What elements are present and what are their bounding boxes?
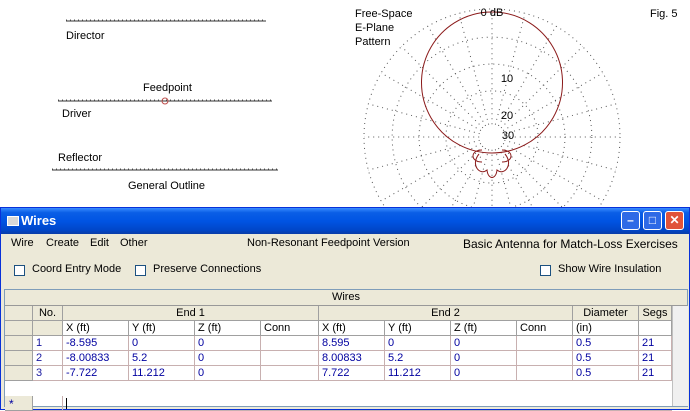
maximize-button[interactable]: □ (643, 211, 662, 230)
subheader-y1: Y (ft) (129, 321, 195, 336)
outline-caption: General Outline (128, 180, 206, 192)
header-end1: End 1 (63, 306, 319, 321)
polar-spoke (368, 104, 479, 134)
polar-spoke (401, 146, 482, 207)
cell-conn1[interactable] (261, 351, 319, 366)
grid-scrollbar[interactable] (672, 306, 688, 406)
close-button[interactable]: ✕ (665, 211, 684, 230)
polar-spoke (504, 104, 615, 134)
pattern-title-line2: E-Plane (355, 22, 395, 34)
window-title: Wires (21, 213, 57, 228)
preserve-connections-checkbox[interactable] (135, 265, 146, 276)
ring-label-10: 10 (500, 73, 514, 85)
cell-x1[interactable]: -8.00833 (63, 351, 129, 366)
row-header[interactable] (5, 336, 33, 351)
new-row-header (5, 396, 33, 411)
new-row-input[interactable] (63, 396, 672, 411)
director-label: Director (66, 30, 105, 42)
row-header[interactable] (5, 366, 33, 381)
cell-y1[interactable]: 5.2 (129, 351, 195, 366)
cell-segs[interactable]: 21 (639, 336, 672, 351)
fig-label: Fig. 5 (650, 8, 678, 20)
menu-create[interactable]: Create (46, 237, 80, 249)
subheader-y2: Y (ft) (385, 321, 451, 336)
coord-entry-checkbox[interactable] (14, 265, 25, 276)
cell-y2[interactable]: 5.2 (385, 351, 451, 366)
subheader-diameter: (in) (573, 321, 639, 336)
table-row[interactable] (5, 366, 687, 381)
polar-spoke (368, 140, 479, 170)
cell-z1[interactable]: 0 (195, 336, 261, 351)
cell-no[interactable]: 3 (33, 366, 63, 381)
cell-no[interactable]: 1 (33, 336, 63, 351)
minimize-button[interactable]: – (621, 211, 640, 230)
polar-ring (392, 37, 592, 207)
header-segs: Segs (639, 306, 672, 321)
polar-spoke (503, 143, 603, 201)
cell-z1[interactable]: 0 (195, 351, 261, 366)
cell-conn2[interactable] (517, 351, 573, 366)
feedpoint-label: Feedpoint (143, 82, 192, 94)
cell-segs[interactable]: 21 (639, 366, 672, 381)
wires-window (0, 207, 690, 410)
ring-label-0db: 0 dB (480, 7, 504, 19)
polar-spoke (428, 26, 486, 126)
polar-spoke (401, 46, 482, 127)
header-end2: End 2 (319, 306, 573, 321)
subheader-z1: Z (ft) (195, 321, 261, 336)
subheader-segs (639, 321, 672, 336)
preserve-connections-label: Preserve Connections (153, 263, 262, 275)
reflector-label: Reflector (58, 152, 103, 164)
wires-grid[interactable] (4, 289, 688, 411)
menu-other[interactable]: Other (120, 237, 148, 249)
subheader-no (33, 321, 63, 336)
cell-conn1[interactable] (261, 366, 319, 381)
cell-conn2[interactable] (517, 366, 573, 381)
subheader-z2: Z (ft) (451, 321, 517, 336)
grid-caption: Wires (5, 290, 687, 306)
cell-diameter[interactable]: 0.5 (573, 336, 639, 351)
cell-conn2[interactable] (517, 336, 573, 351)
new-row-no-cell[interactable] (33, 396, 63, 411)
ring-label-30: 30 (501, 130, 515, 142)
cell-conn1[interactable] (261, 336, 319, 351)
cell-z2[interactable]: 0 (451, 351, 517, 366)
polar-spoke (381, 143, 481, 201)
cell-y1[interactable]: 11.212 (129, 366, 195, 381)
pattern-trace (422, 12, 563, 178)
pattern-title-line1: Free-Space (355, 8, 413, 20)
polar-spoke (459, 13, 489, 124)
cell-x2[interactable]: 7.722 (319, 366, 385, 381)
polar-spoke (501, 146, 582, 207)
polar-spoke (500, 73, 603, 131)
ring-label-20: 20 (500, 110, 514, 122)
new-row-marker: * (9, 397, 14, 411)
polar-spoke (381, 73, 481, 131)
polar-ring (446, 91, 538, 183)
cell-y1[interactable]: 0 (129, 336, 195, 351)
cell-segs[interactable]: 21 (639, 351, 672, 366)
model-description: Basic Antenna for Match-Loss Exercises (463, 237, 678, 251)
cell-z2[interactable]: 0 (451, 366, 517, 381)
row-header[interactable] (5, 351, 33, 366)
menu-wire[interactable]: Wire (11, 237, 34, 249)
corner-header (5, 306, 33, 321)
cell-diameter[interactable]: 0.5 (573, 366, 639, 381)
cell-y2[interactable]: 0 (385, 336, 451, 351)
cell-z1[interactable]: 0 (195, 366, 261, 381)
menu-edit[interactable]: Edit (90, 237, 109, 249)
polar-spoke (501, 46, 582, 127)
title-bar[interactable] (1, 208, 689, 234)
pattern-title-line3: Pattern (355, 36, 391, 48)
coord-entry-label: Coord Entry Mode (32, 263, 122, 275)
version-label: Non-Resonant Feedpoint Version (247, 237, 410, 249)
driver-label: Driver (62, 108, 92, 120)
show-insulation-label: Show Wire Insulation (558, 263, 662, 275)
subheader-x1: X (ft) (63, 321, 129, 336)
cell-diameter[interactable]: 0.5 (573, 351, 639, 366)
subheader-conn2: Conn (517, 321, 573, 336)
cell-no[interactable]: 2 (33, 351, 63, 366)
header-no: No. (33, 306, 63, 321)
cell-z2[interactable]: 0 (451, 336, 517, 351)
cell-x2[interactable]: 8.595 (319, 336, 385, 351)
show-insulation-checkbox[interactable] (540, 265, 551, 276)
table-row[interactable] (5, 336, 687, 351)
cell-x2[interactable]: 8.00833 (319, 351, 385, 366)
polar-plot (330, 0, 650, 207)
subheader-x2: X (ft) (319, 321, 385, 336)
new-row[interactable] (5, 396, 687, 411)
table-row[interactable] (5, 351, 687, 366)
window-icon (7, 216, 19, 226)
cell-y2[interactable]: 11.212 (385, 366, 451, 381)
outline-drawing (0, 0, 300, 200)
corner-subheader (5, 321, 33, 336)
polar-spoke (495, 13, 525, 124)
cell-x1[interactable]: -7.722 (63, 366, 129, 381)
subheader-conn1: Conn (261, 321, 319, 336)
polar-spoke (504, 140, 615, 170)
cell-x1[interactable]: -8.595 (63, 336, 129, 351)
header-diameter: Diameter (573, 306, 639, 321)
